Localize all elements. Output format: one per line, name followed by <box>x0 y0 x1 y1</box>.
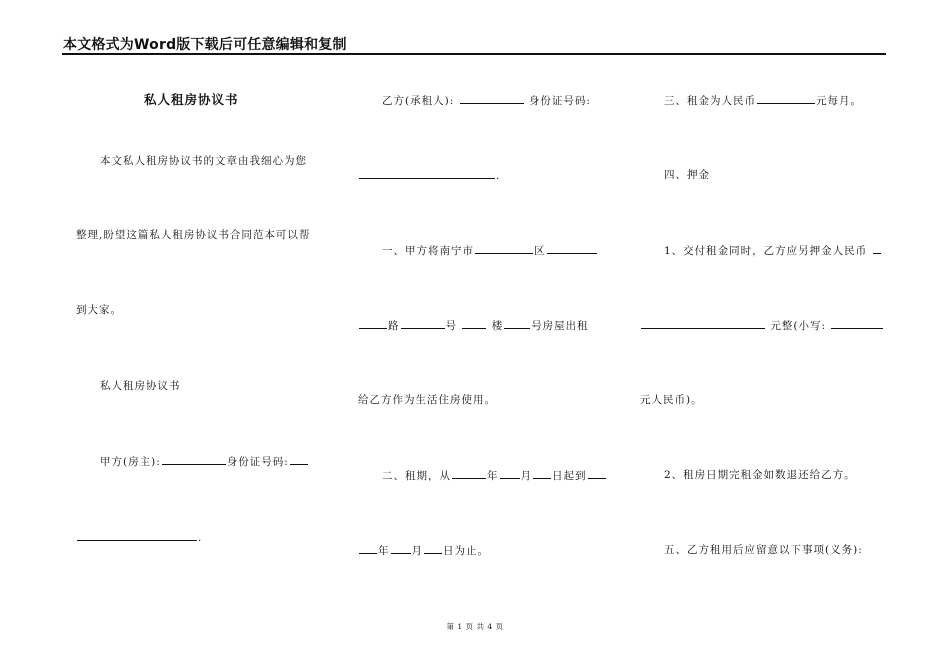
clause-2-text-c: 月 <box>520 470 532 482</box>
party-b-id-blank <box>359 168 495 179</box>
clause-1-room-blank <box>504 318 530 329</box>
intro-line-3: 到大家。 <box>76 304 122 316</box>
party-b-label: 乙方(承租人): <box>382 95 455 107</box>
party-a-period: . <box>198 532 203 544</box>
clause-4-1-amount-blank <box>831 318 883 329</box>
clause-4-2-line: 2、租房日期完租金如数退还给乙方。 <box>664 469 856 481</box>
clause-1-line-2 <box>358 318 589 333</box>
clause-5-heading: 五、乙方租用后应留意以下事项(义务): <box>664 544 863 556</box>
clause-2-end-day-blank <box>424 543 442 554</box>
clause-4-1-line-2 <box>640 318 884 333</box>
clause-2-line-2 <box>358 543 489 558</box>
document-title: 私人租房协议书 <box>144 92 239 107</box>
clause-1-building-blank <box>462 318 486 329</box>
clause-1-line-1 <box>382 243 598 258</box>
clause-2-line-1 <box>382 468 607 483</box>
clause-3-text-b: 元每月。 <box>816 95 862 107</box>
clause-4-1-text-a: 1、交付租金同时，乙方应另押金人民币 <box>664 245 868 257</box>
clause-2-end-month-blank <box>391 543 411 554</box>
party-a-label: 甲方(房主): <box>100 456 161 468</box>
clause-1-text-a: 一、甲方将南宁市 <box>382 245 474 257</box>
clause-2-text-d: 日起到 <box>552 470 587 482</box>
clause-3-rent-blank <box>757 93 815 104</box>
clause-2-text-f: 月 <box>411 545 423 557</box>
party-a-id-label: 身份证号码: <box>226 456 289 468</box>
party-a-id-blank <box>290 454 308 465</box>
clause-1-text-c: 路 <box>388 320 400 332</box>
clause-4-1-deposit-blank <box>873 243 881 254</box>
clause-2-end-year-blank <box>588 468 606 479</box>
clause-4-1-deposit-blank-cont <box>641 318 765 329</box>
clause-2-text-a: 二、租期，从 <box>382 470 451 482</box>
page-footer: 第 1 页 共 4 页 <box>446 622 504 631</box>
section-subtitle: 私人租房协议书 <box>100 380 181 392</box>
clause-1-line-3: 给乙方作为生活住房使用。 <box>358 394 496 406</box>
header-divider <box>62 53 886 55</box>
party-a-name-blank <box>162 454 226 465</box>
party-b-id-label: 身份证号码: <box>528 95 591 107</box>
clause-4-1-line-1 <box>664 243 882 258</box>
clause-2-start-month-blank <box>500 468 520 479</box>
clause-4-1-line-3: 元人民币)。 <box>640 394 703 406</box>
clause-1-city-blank <box>475 243 533 254</box>
party-a-id-blank-cont <box>77 530 197 541</box>
party-b-id-line <box>358 168 500 183</box>
party-b-line <box>382 93 591 108</box>
clause-1-text-b: 区 <box>534 245 546 257</box>
clause-3-text-a: 三、租金为人民币 <box>664 95 756 107</box>
clause-1-road-blank <box>359 318 387 329</box>
party-a-line <box>100 454 309 469</box>
clause-1-district-blank <box>547 243 597 254</box>
clause-1-number-blank <box>401 318 445 329</box>
clause-1-text-e: 楼 <box>491 320 504 332</box>
clause-2-text-g: 日为止。 <box>443 545 489 557</box>
page-header: 本文格式为Word版下载后可任意编辑和复制 <box>63 37 347 53</box>
party-a-id-line <box>76 530 202 545</box>
intro-line-2: 整理,盼望这篇私人租房协议书合同范本可以帮 <box>76 229 311 241</box>
clause-1-text-f: 号房屋出租 <box>531 320 589 332</box>
party-b-name-blank <box>460 93 524 104</box>
clause-2-start-day-blank <box>533 468 551 479</box>
clause-2-text-e: 年 <box>378 545 390 557</box>
clause-1-text-d: 号 <box>445 320 457 332</box>
clause-2-end-year-blank-cont <box>359 543 377 554</box>
clause-2-start-year-blank <box>452 468 486 479</box>
intro-line-1: 本文私人租房协议书的文章由我细心为您 <box>100 155 307 167</box>
clause-2-text-b: 年 <box>487 470 499 482</box>
clause-4-1-text-b: 元整(小写: <box>770 320 826 332</box>
clause-3-line <box>664 93 862 108</box>
party-b-period: . <box>496 170 501 182</box>
clause-4-heading: 四、押金 <box>664 169 710 181</box>
